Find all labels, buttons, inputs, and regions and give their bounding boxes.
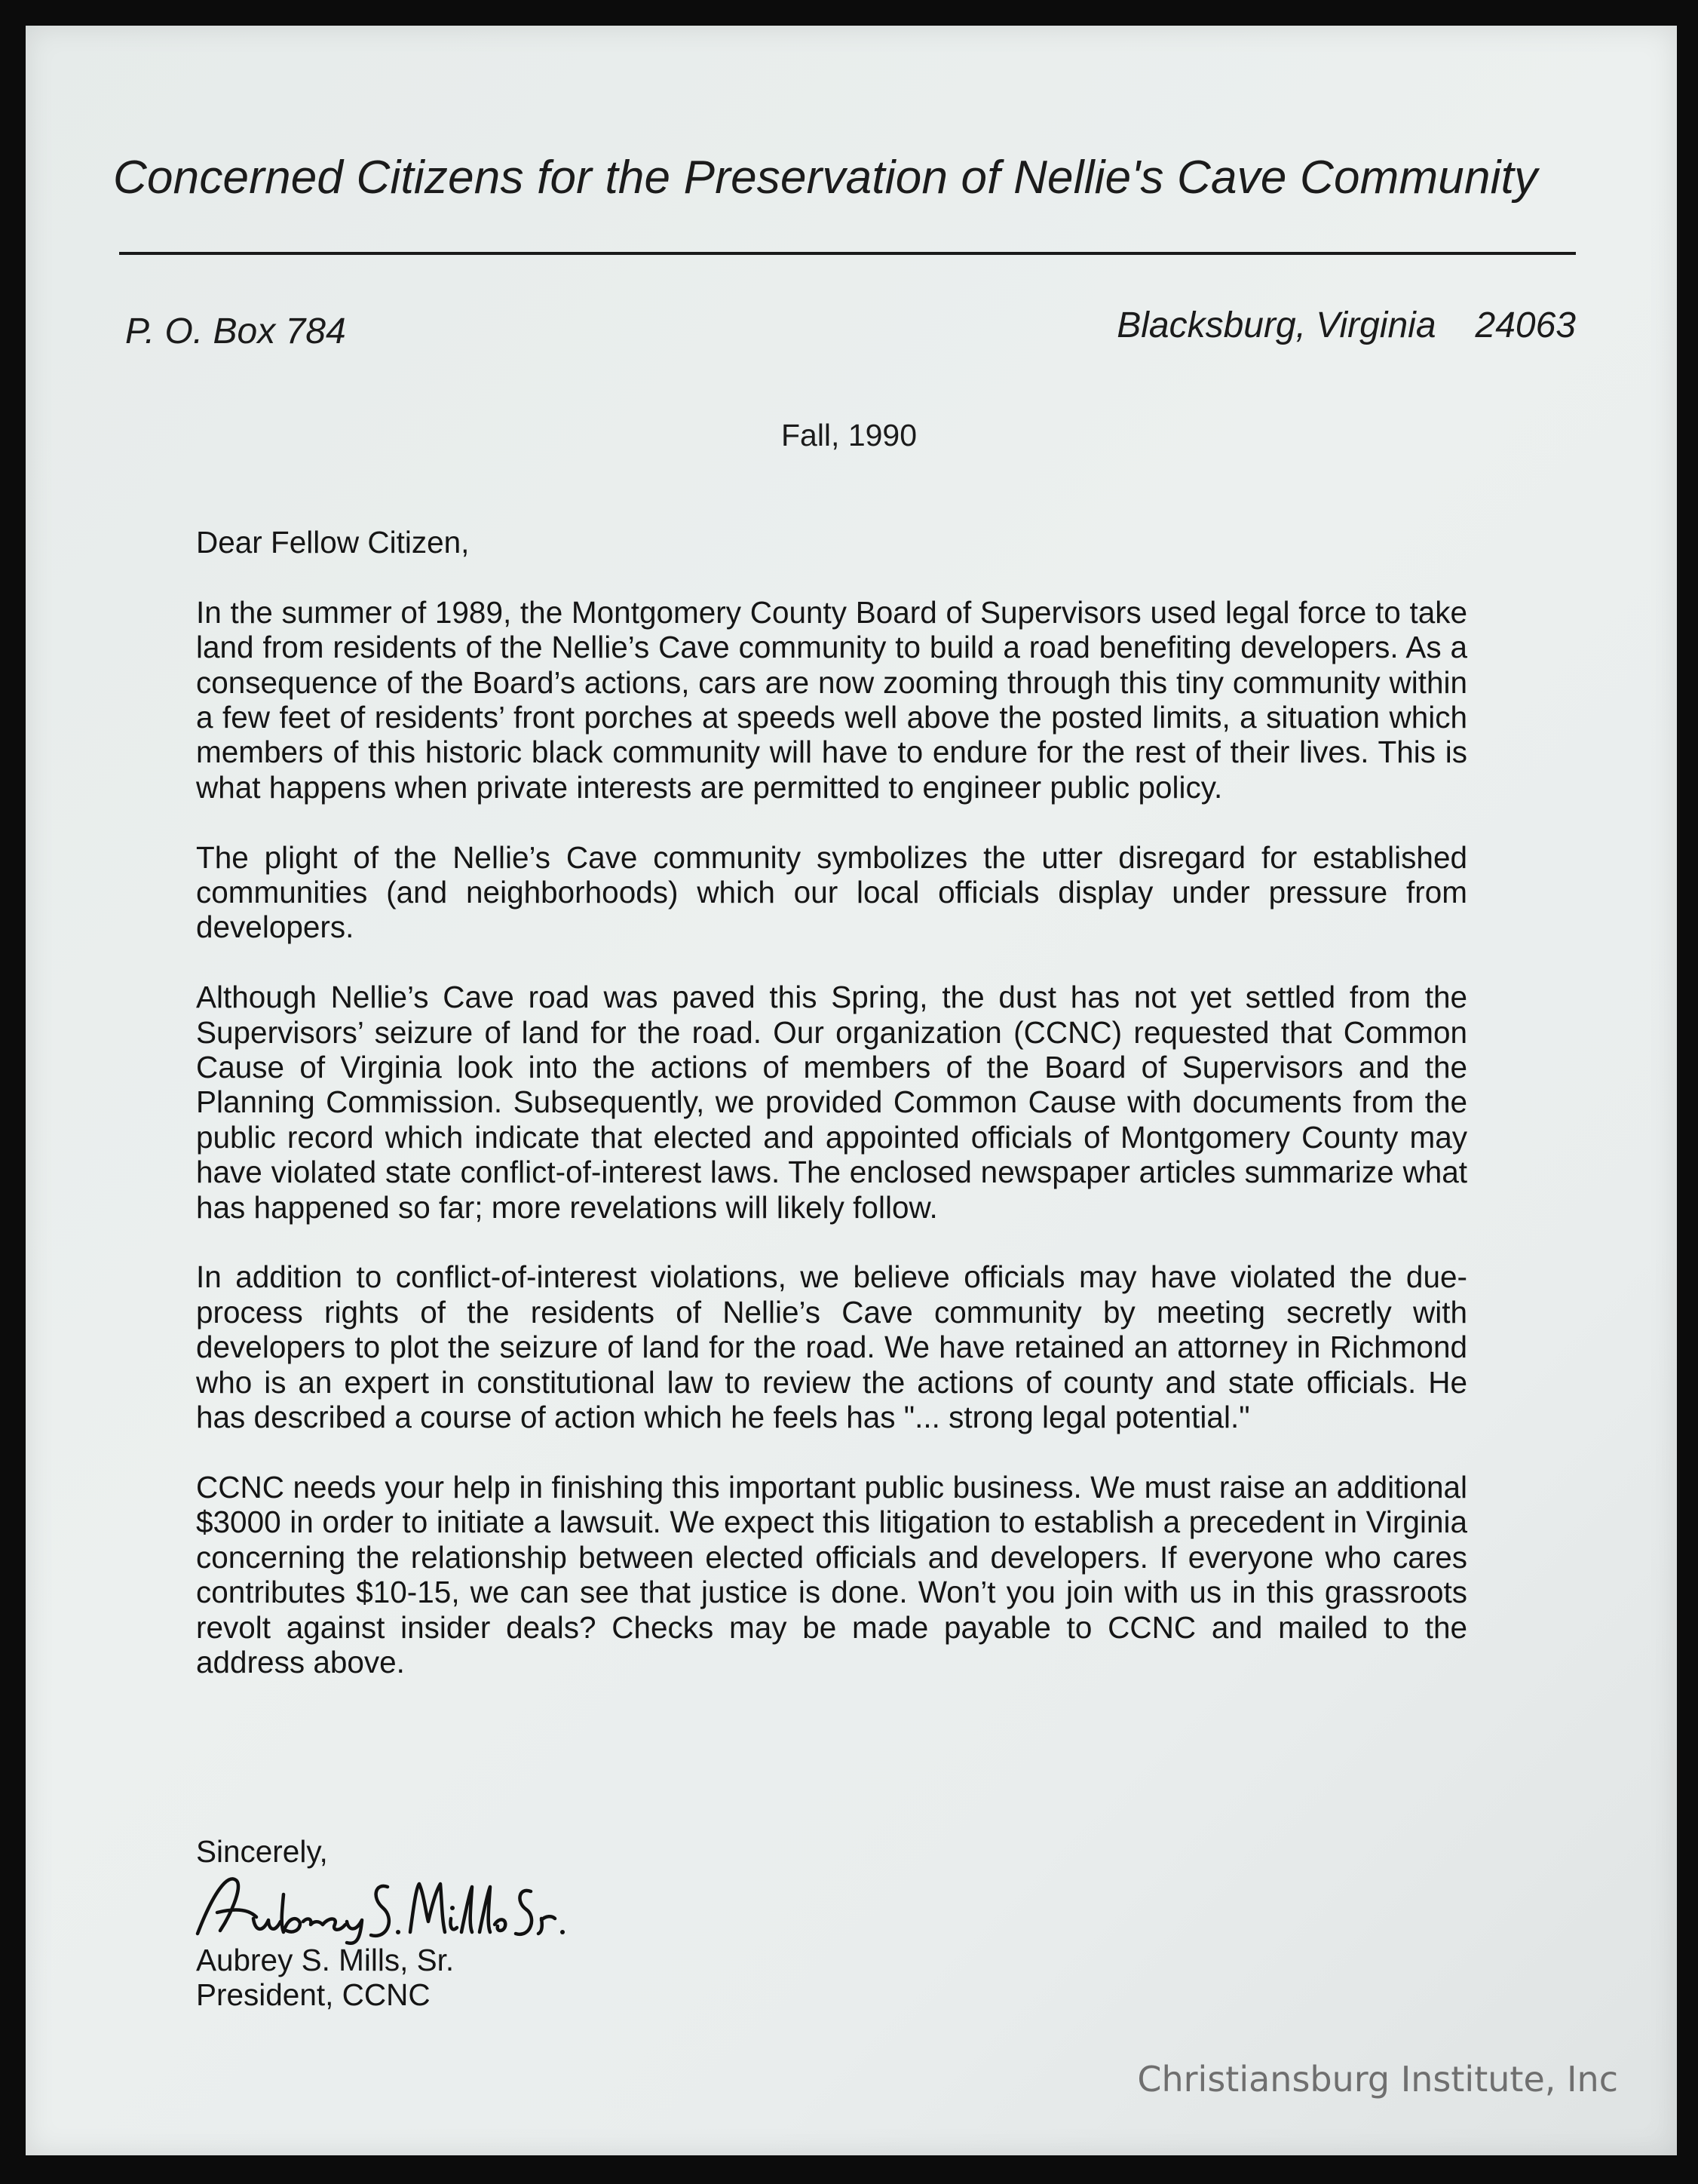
letterhead-divider: [119, 252, 1576, 255]
paragraph: Although Nellie’s Cave road was paved this Spring, the dust has not yet settled from the Supervisors’ seizure of land for the road. Our organization (CCNC) requested that Common Cause of Virginia look into the actions of members of the Board of Supervisors and the Planning Commission. Subsequently, we provided Common Cause with documents from the public record which indicate that elected and appointed officials of Montgomery County may have violated state conflict-of-interest laws. The enclosed newspaper articles summarize what has happened so far; more revelations will likely follow.: [196, 980, 1467, 1225]
zip-code: 24063: [1475, 305, 1576, 345]
letter-date: Fall, 1990: [780, 418, 918, 452]
paragraph: In addition to conflict-of-interest violations, we believe officials may have violated the due-process rights of the residents of Nellie’s Cave community by meeting secretly with developers to plot the seizure of land for the road. We have retained an attorney in Richmond who is an expert in constitutional law to review the actions of county and state officials. He has described a course of action which he feels has "... strong legal potential.": [196, 1259, 1467, 1435]
closing: Sincerely,: [196, 1834, 328, 1869]
signer-title: President, CCNC: [196, 1977, 431, 2012]
paragraph: In the summer of 1989, the Montgomery County Board of Supervisors used legal force to take land from residents of the Nellie’s Cave community to build a road benefiting developers. As a consequence of the Board’s actions, cars are now zooming through this tiny community within a few feet of residents’ front porches at speeds well above the posted limits, a situation which members of this historic black community will have to endure for the rest of their lives. This is what happens when private interests are permitted to engineer public policy.: [196, 594, 1467, 805]
city-state: Blacksburg, Virginia: [1117, 305, 1436, 345]
letter-body: [196, 525, 1467, 1715]
paragraph: CCNC needs your help in finishing this important public business. We must raise an additional $3000 in order to initiate a lawsuit. We expect this litigation to establish a precedent in Virginia concerning the relationship between elected officials and developers. If everyone who cares contributes $10-15, we can see that justice is done. Won’t you join with us in this grassroots revolt against insider deals? Checks may be made payable to CCNC and mailed to the address above.: [196, 1469, 1467, 1679]
handwritten-signature: [190, 1864, 582, 1947]
greeting: Dear Fellow Citizen,: [196, 525, 470, 560]
organization-title: Concerned Citizens for the Preservation of Nellie's Cave Community: [113, 152, 1538, 204]
signer-name: Aubrey S. Mills, Sr.: [196, 1943, 455, 1977]
po-box: P. O. Box 784: [125, 311, 346, 351]
watermark: Christiansburg Institute, Inc: [1137, 2059, 1618, 2100]
city-state-zip: [1117, 305, 1576, 346]
paragraph: The plight of the Nellie’s Cave community symbolizes the utter disregard for established communities (and neighborhoods) which our local officials display under pressure from developers.: [196, 839, 1467, 945]
